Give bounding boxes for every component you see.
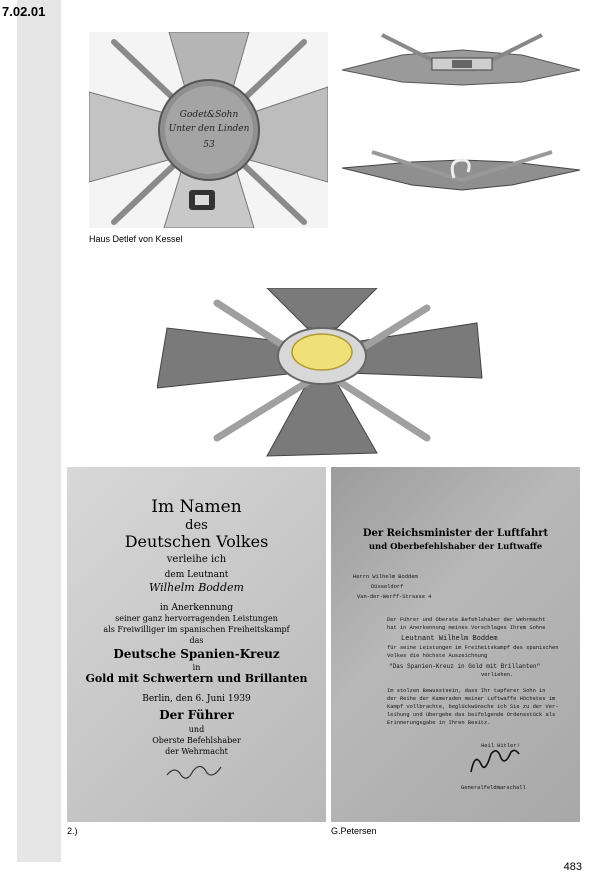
page-number: 483 — [563, 861, 582, 873]
cert-line-2: des — [185, 518, 208, 533]
letter-p2b: Volkes die höchste Auszeichnung — [387, 653, 488, 659]
cert-line-9: als Freiwilliger im spanischen Freiheitskampf — [103, 625, 290, 634]
page-sidebar — [17, 0, 61, 862]
letter-title-1: Der Reichsminister der Luftfahrt — [362, 528, 549, 539]
caption-top-left: Haus Detlef von Kessel — [89, 234, 183, 244]
medal-reverse-photo — [89, 32, 328, 228]
letter-p4d: leihung und übergebe das beifolgende Ordensstück als — [387, 712, 556, 718]
letter-p2a: für seine Leistungen im Freiheitskampf des spanischen — [387, 645, 559, 651]
hitler-signature — [67, 467, 326, 822]
letter-closing: Heil Hitler! — [481, 743, 520, 749]
cert-line-16: und — [188, 725, 205, 734]
letter-addr-1: Herrn Wilhelm Boddem — [353, 574, 418, 580]
cert-line-4: verleihe ich — [166, 554, 227, 565]
letter-p4b: der Reihe der Kameraden meiner Luftwaffe Höchstes im — [387, 696, 556, 702]
letter-name: Leutnant Wilhelm Boddem — [401, 635, 498, 643]
section-number: 7.02.01 — [2, 4, 46, 19]
medal-reverse-image — [89, 32, 328, 228]
cert-line-1: Im Namen — [151, 497, 242, 517]
award-certificate — [67, 467, 326, 822]
cert-line-14: Berlin, den 6. Juni 1939 — [142, 694, 251, 704]
caption-bottom-right: G.Petersen — [331, 826, 377, 836]
cert-line-8: seiner ganz hervorragenden Leistungen — [115, 614, 278, 623]
ministry-letter — [331, 467, 580, 822]
cert-line-12: in — [192, 663, 201, 672]
letter-title-2: und Oberbefehlshaber der Luftwaffe — [368, 542, 543, 552]
maker-mark-line3: 53 — [203, 140, 215, 150]
letter-p1a: Der Führer und Oberste Befehlshaber der Wehrmacht — [387, 617, 546, 623]
cert-line-13: Gold mit Schwertern und Brillanten — [85, 672, 308, 685]
letter-p4e: Erinnerungsgabe in Ihren Besitz. — [387, 720, 491, 726]
letter-addr-2: Düsseldorf — [371, 584, 404, 590]
medal-side-photo-1 — [342, 30, 580, 86]
letter-p3: verliehen. — [481, 672, 514, 678]
maker-mark-line2: Unter den Linden — [168, 124, 250, 134]
medal-obverse-photo — [157, 288, 487, 460]
cert-line-7: in Anerkennung — [159, 603, 234, 613]
maker-mark-line1: Godet&Sohn — [179, 110, 239, 120]
cert-line-11: Deutsche Spanien-Kreuz — [113, 647, 280, 661]
cert-line-3: Deutschen Volkes — [124, 532, 269, 551]
letter-award: "Das Spanien-Kreuz in Gold mit Brillanten" — [389, 663, 541, 670]
cert-line-17: Oberste Befehlshaber — [152, 736, 241, 745]
letter-p4a: Im stolzen Bewusstsein, dass Ihr tapferer Sohn in — [387, 688, 546, 694]
caption-bottom-left: 2.) — [67, 826, 78, 836]
letter-sign: Generalfeldmarschall — [461, 785, 526, 791]
gold-center — [292, 334, 352, 370]
cert-line-5: dem Leutnant — [164, 570, 229, 580]
cert-line-15: Der Führer — [159, 708, 234, 722]
cert-line-10: das — [189, 636, 204, 645]
medal-side-photo-2 — [342, 150, 580, 195]
letter-p4c: Kampf vollbrachte, beglückwünsche ich Sie zu der Ver- — [387, 704, 559, 710]
cert-line-6: Wilhelm Boddem — [149, 581, 244, 594]
letter-addr-3: Van-der-Werff-Strasse 4 — [357, 594, 432, 600]
cert-line-18: der Wehrmacht — [165, 747, 228, 756]
letter-p1b: hat in Anerkennung meines Vorschlages Ihrem Sohne — [387, 625, 546, 631]
goering-signature — [331, 467, 580, 822]
